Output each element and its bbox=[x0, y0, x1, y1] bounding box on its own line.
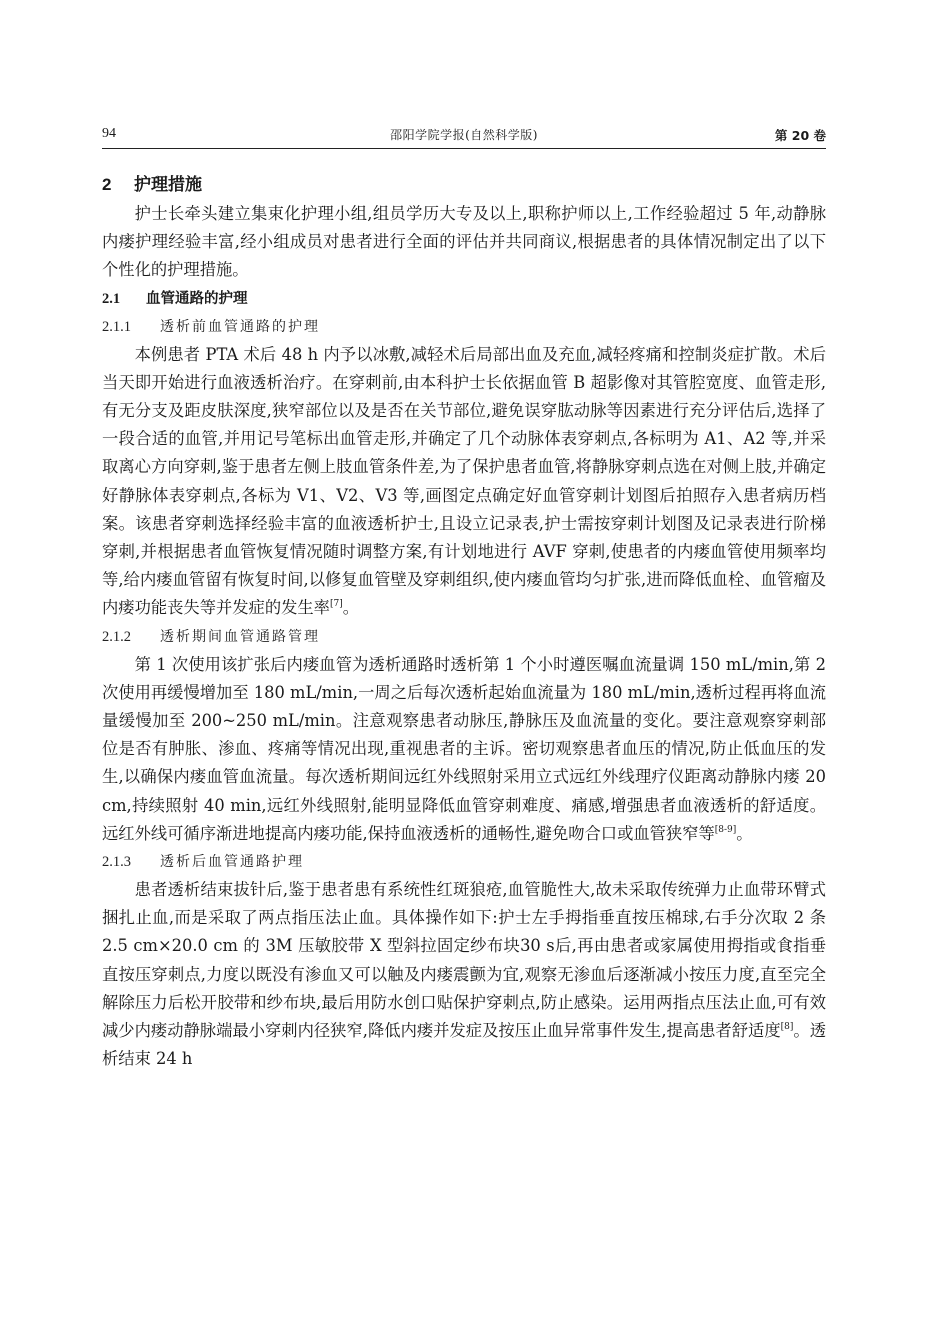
paragraph-during-dialysis bbox=[102, 651, 826, 848]
subsection-heading bbox=[102, 285, 826, 313]
subsubsection-number: 2.1.1 bbox=[102, 318, 131, 335]
citation-ref: [8] bbox=[780, 1022, 794, 1033]
paragraph-text: 本例患者 PTA 术后 48 h 内予以冰敷,减轻术后局部出血及充血,减轻疼痛和控制炎症扩散。术后当天即开始进行血液透析治疗。在穿刺前,由本科护士长依据血管 B 超影像对其管腔宽度、血管走形,有无分支及距皮肤深度,狭窄部位以及是否在关节部位,避免误穿肱动脉等因素进行充分评估后,选择了一段合适的血管,并用记号笔标出血管走形,并确定了几个动脉体表穿刺点,各标明为 A1、A2 等,并采取离心方向穿刺,鉴于患者左侧上肢血管条件差,为了保护患者血管,将静脉穿刺点选在对侧上肢,并确定好静脉体表穿刺点,各标为 V1、V2、V3 等,画图定点确定好血管穿刺计划图后拍照存入患者病历档案。该患者穿刺选择经验丰富的血液透析护士,且设立记录表,护士需按穿刺计划图及记录表进行阶梯穿刺,并根据患者血管恢复情况随时调整方案,有计划地进行 AVF 穿刺,使患者的内瘘血管使用频率均等,给内瘘血管留有恢复时间,以修复血管壁及穿刺组织,使内瘘血管均匀扩张,进而降低血栓、血管瘤及内瘘功能丧失等并发症的发生率 bbox=[102, 344, 826, 618]
section-number: 2 bbox=[102, 175, 112, 194]
paragraph-tail: 。 bbox=[736, 823, 753, 843]
running-header bbox=[102, 126, 826, 149]
subsubsection-heading-2-1-3 bbox=[102, 848, 826, 876]
section-intro-paragraph: 护士长牵头建立集束化护理小组,组员学历大专及以上,职称护师以上,工作经验超过 5 年,动静脉内瘘护理经验丰富,经小组成员对患者进行全面的评估并共同商议,根据患者的具体情况制定出了以下个性化的护理措施。 bbox=[102, 204, 826, 280]
paragraph-tail: 。透析结束 24 h bbox=[102, 1021, 826, 1069]
citation-ref: [8-9] bbox=[714, 824, 737, 835]
section-title: 护理措施 bbox=[134, 175, 202, 195]
subsubsection-number: 2.1.3 bbox=[102, 854, 131, 871]
article-body bbox=[102, 170, 826, 1073]
paragraph-tail: 。 bbox=[342, 598, 359, 618]
paragraph-pre-dialysis bbox=[102, 341, 826, 623]
subsubsection-title: 透析后血管通路护理 bbox=[160, 854, 304, 871]
subsection-title: 血管通路的护理 bbox=[146, 290, 248, 307]
subsubsection-title: 透析期间血管通路管理 bbox=[160, 628, 320, 645]
journal-name: 邵阳学院学报(自然科学版) bbox=[390, 128, 538, 142]
paragraph-post-dialysis bbox=[102, 876, 826, 1073]
subsection-number: 2.1 bbox=[102, 290, 121, 307]
subsubsection-heading-2-1-1 bbox=[102, 313, 826, 341]
paragraph-text: 患者透析结束拔针后,鉴于患者患有系统性红斑狼疮,血管脆性大,故未采取传统弹力止血带环臂式捆扎止血,而是采取了两点指压法止血。具体操作如下:护士左手拇指垂直按压棉球,右手分次取 2 条 2.5 cm×20.0 cm 的 3M 压敏胶带 X 型斜拉固定纱布块30 s后,再由患者或家属使用拇指或食指垂直按压穿刺点,力度以既没有渗血又可以触及内瘘震颤为宜,观察无渗血后逐渐减小按压力度,直至完全解除压力后松开胶带和纱布块,最后用防水创口贴保护穿刺点,防止感染。运用两指点压法止血,可有效减少内瘘动静脉端最小穿刺内径狭窄,降低内瘘并发症及按压止血异常事件发生,提高患者舒适度 bbox=[102, 880, 826, 1041]
citation-ref: [7] bbox=[329, 599, 343, 610]
page-number: 94 bbox=[102, 126, 116, 141]
paragraph-text: 第 1 次使用该扩张后内瘘血管为透析通路时透析第 1 个小时遵医嘱血流量调 150 mL/min,第 2 次使用再缓慢增加至 180 mL/min,一周之后每次透析起始血流量为 180 mL/min,透析过程再将血流量缓慢加至 200~250 mL/min。注意观察患者动脉压,静脉压及血流量的变化。要注意观察穿刺部位是否有肿胀、渗血、疼痛等情况出现,重视患者的主诉。密切观察患者血压的情况,防止低血压的发生,以确保内瘘血管血流量。每次透析期间远红外线照射采用立式远红外线理疗仪距离动静脉内瘘 20 cm,持续照射 40 min,远红外线照射,能明显降低血管穿刺难度、痛感,增强患者血液透析的舒适度。远红外线可循序渐进地提高内瘘功能,保持血液透析的通畅性,避免吻合口或血管狭窄等 bbox=[102, 654, 826, 843]
subsubsection-title: 透析前血管通路的护理 bbox=[160, 318, 320, 335]
volume-label: 第 20 卷 bbox=[774, 128, 826, 143]
subsubsection-heading-2-1-2 bbox=[102, 623, 826, 651]
subsubsection-number: 2.1.2 bbox=[102, 628, 131, 645]
section-heading bbox=[102, 170, 826, 200]
